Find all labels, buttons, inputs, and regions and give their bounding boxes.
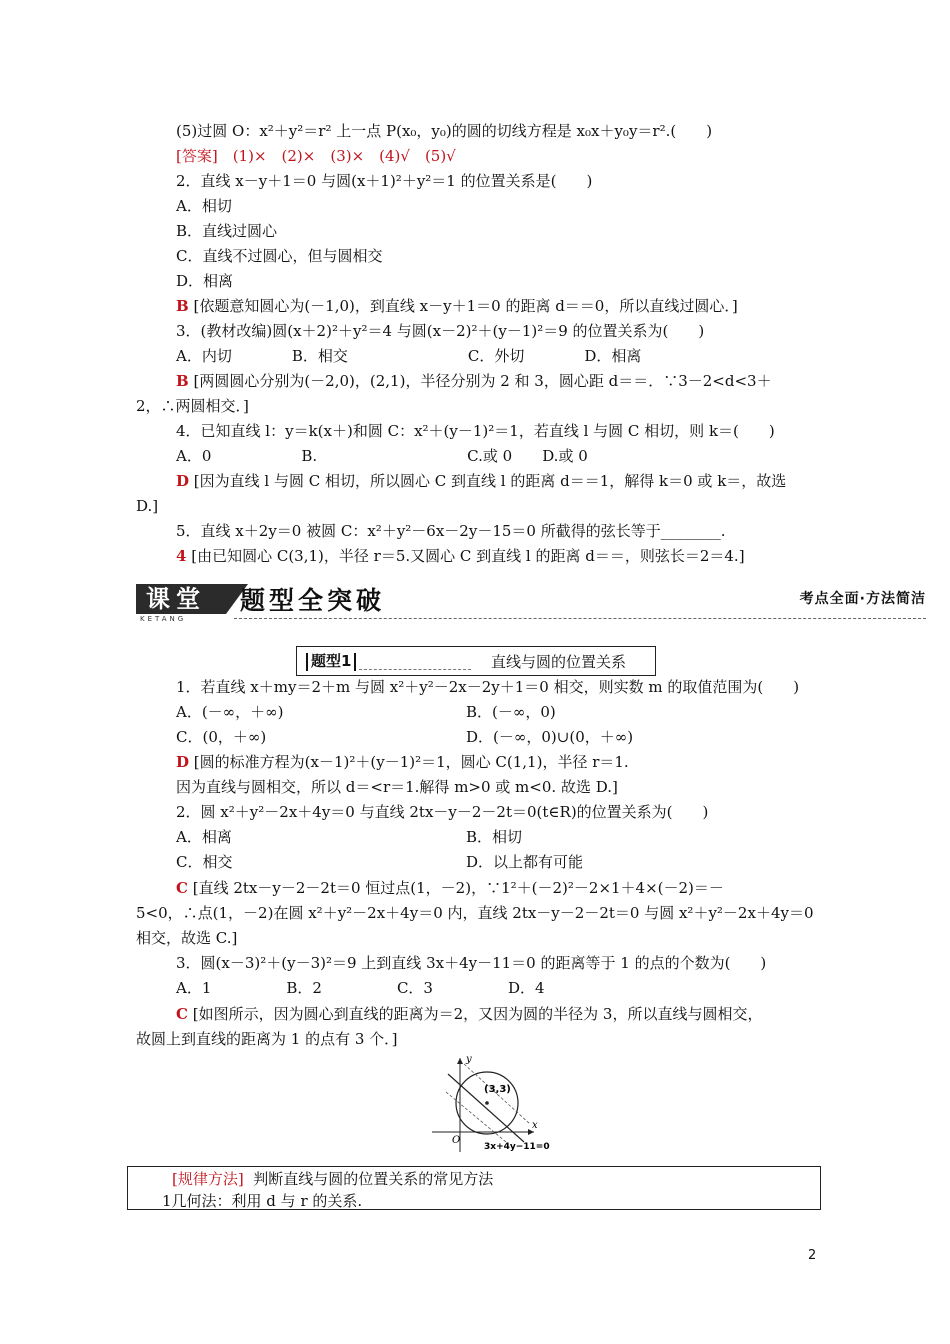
method-title: 判断直线与圆的位置关系的常见方法: [253, 1170, 494, 1188]
answer-letter: B: [176, 297, 189, 315]
question-2: 2．圆 x²＋y²－2x＋4y＝0 与直线 2tx－y－2－2t＝0(t∈R)的位置关系为( ): [176, 803, 709, 821]
option-b: B．(－∞，0): [466, 703, 556, 721]
section-banner: [136, 581, 926, 627]
option-d: D．(－∞，0)∪(0，＋∞): [466, 728, 634, 746]
center-label: (3,3): [484, 1084, 511, 1095]
option-a: A．(－∞，＋∞): [176, 703, 284, 721]
circle-center: [485, 1101, 489, 1105]
solution-text: [依题意知圆心为(－1,0)，到直线 x－y＋1＝0 的距离 d＝＝0，所以直线过圆心．]: [193, 297, 738, 315]
method-heading: [172, 1168, 493, 1190]
text-line: (5)过圆 O：x²＋y²＝r² 上一点 P(x₀，y₀)的圆的切线方程是 x₀x＋y₀y＝r².( ): [176, 122, 713, 140]
option-c: C．(0，＋∞): [176, 728, 267, 746]
options-row: A．内切 B．相交 C．外切 D．相离: [176, 347, 642, 365]
banner-block: 课堂: [136, 584, 226, 614]
y-axis-arrow: [457, 1058, 463, 1064]
solution-cont: 因为直线与圆相交，所以 d＝<r＝1.解得 m>0 或 m<0. 故选 D.]: [176, 778, 618, 796]
banner-rule: [234, 618, 926, 619]
type-box: [296, 646, 656, 676]
method-tag: [规律方法]: [172, 1170, 244, 1188]
x-label: x: [532, 1120, 538, 1131]
circle-line-figure: [426, 1052, 586, 1154]
answer-line: [答案] (1)× (2)× (3)× (4)√ (5)√: [176, 147, 456, 165]
solution-cont: 故圆上到直线的距离为 1 的点有 3 个．]: [136, 1030, 398, 1048]
question-5: 5．直线 x＋2y＝0 被圆 C：x²＋y²－6x－2y－15＝0 所截得的弦长等于________.: [176, 522, 726, 540]
solution-line: [176, 751, 629, 773]
option-b: B．直线过圆心: [176, 222, 278, 240]
y-label: y: [466, 1054, 472, 1065]
solution-text: [由已知圆心 C(3,1)，半径 r＝5.又圆心 C 到直线 l 的距离 d＝＝，则弦长＝2＝4.]: [191, 547, 745, 565]
question-4: 4．已知直线 l：y＝k(x＋)和圆 C：x²＋(y－1)²＝1，若直线 l 与圆 C 相切，则 k＝( ): [176, 422, 775, 440]
solution-line: [176, 1003, 762, 1025]
solution-line: [176, 545, 745, 567]
answer-letter: B: [176, 372, 189, 390]
banner-right-text: 考点全面·方法简洁: [799, 591, 926, 607]
banner-title: 题型全突破: [240, 586, 386, 615]
solution-line: [176, 877, 724, 899]
answer-letter: C: [176, 879, 188, 897]
type-label-text: 题型1: [311, 652, 352, 670]
option-d: D．以上都有可能: [466, 853, 584, 871]
question-3: 3．(教材改编)圆(x＋2)²＋y²＝4 与圆(x－2)²＋(y－1)²＝9 的位置关系为( ): [176, 322, 705, 340]
options-row: A．1 B．2 C．3 D．4: [176, 979, 545, 997]
solution-cont: 5<0，∴点(1，－2)在圆 x²＋y²－2x＋4y＝0 内，直线 2tx－y－2－2t＝0 与圆 x²＋y²－2x＋4y＝0: [136, 904, 814, 922]
answer-letter: C: [176, 1005, 188, 1023]
solution-cont: 2，∴两圆相交．]: [136, 397, 249, 415]
banner-subtitle: KETANG: [140, 615, 187, 623]
question-3: 3．圆(x－3)²＋(y－3)²＝9 上到直线 3x＋4y－11＝0 的距离等于 1 的点的个数为( ): [176, 954, 767, 972]
type-rule: [359, 669, 471, 670]
line-label: 3x+4y−11=0: [484, 1142, 550, 1152]
solution-text: [因为直线 l 与圆 C 相切，所以圆心 C 到直线 l 的距离 d＝＝1，解得 k＝0 或 k＝，故选: [193, 472, 787, 490]
options-row: A．0 B. C.或 0 D.或 0: [176, 447, 588, 465]
method-box: [127, 1166, 821, 1210]
option-c: C．相交: [176, 853, 233, 871]
solution-line: [176, 295, 738, 317]
type-title: 直线与圆的位置关系: [491, 653, 627, 671]
page-number: 2: [808, 1248, 817, 1263]
solution-cont: D.]: [136, 497, 159, 515]
answer-letter: 4: [176, 547, 187, 565]
solution-line: [176, 470, 786, 492]
solution-text: [直线 2tx－y－2－2t＝0 恒过点(1，－2)，∵1²＋(－2)²－2×1＋4×(－2)＝－: [192, 879, 724, 897]
option-a: A．相离: [176, 828, 232, 846]
solution-text: [两圆圆心分别为(－2,0)，(2,1)，半径分别为 2 和 3，圆心距 d＝＝．∵3－2<d<3＋: [193, 372, 772, 390]
method-point: 1几何法：利用 d 与 r 的关系.: [162, 1192, 363, 1210]
option-c: C．直线不过圆心，但与圆相交: [176, 247, 383, 265]
solution-text: [圆的标准方程为(x－1)²＋(y－1)²＝1，圆心 C(1,1)，半径 r＝1.: [193, 753, 629, 771]
option-d: D．相离: [176, 272, 234, 290]
origin-label: O: [452, 1135, 461, 1146]
answer-letter: D: [176, 753, 190, 771]
solution-text: [如图所示，因为圆心到直线的距离为＝2，又因为圆的半径为 3，所以直线与圆相交，: [192, 1005, 763, 1023]
answer-letter: D: [176, 472, 190, 490]
question-2: 2．直线 x－y＋1＝0 与圆(x＋1)²＋y²＝1 的位置关系是( ): [176, 172, 593, 190]
type-label: [303, 650, 359, 671]
question-1: 1．若直线 x＋my＝2＋m 与圆 x²＋y²－2x－2y＋1＝0 相交，则实数 m 的取值范围为( ): [176, 678, 800, 696]
option-b: B．相切: [466, 828, 523, 846]
solution-cont: 相交，故选 C.]: [136, 929, 238, 947]
solution-line: [176, 370, 772, 392]
option-a: A．相切: [176, 197, 232, 215]
